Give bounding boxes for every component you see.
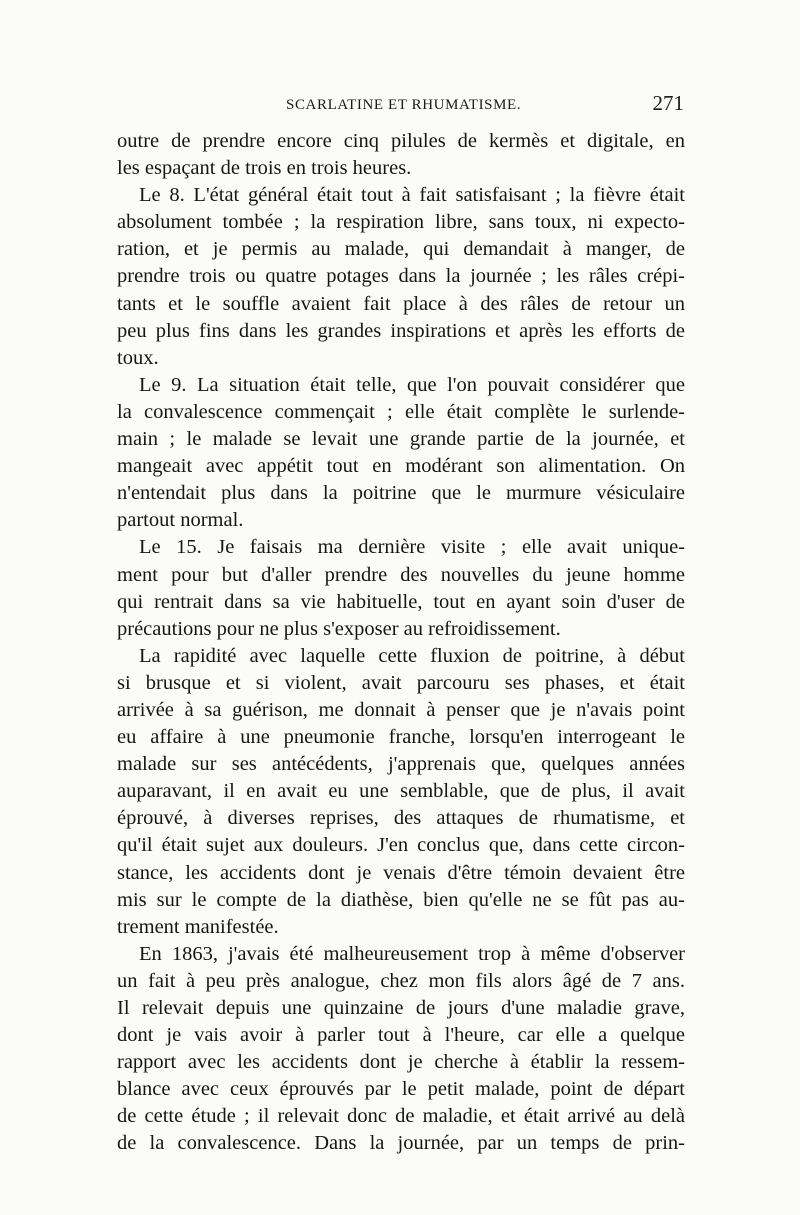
text-line: partout normal. (117, 509, 244, 532)
text-line: stance, les accidents dont je venais d'être témoin devaient être (117, 861, 685, 884)
text-line: Le 8. L'état général était tout à fait satisfaisant ; la fièvre était (139, 184, 685, 207)
text-line: mangeait avec appétit tout en modérant son alimentation. On (117, 455, 685, 478)
text-line: peu plus fins dans les grandes inspirations et après les efforts de (117, 319, 685, 342)
running-title: SCARLATINE ET RHUMATISME. (286, 97, 522, 113)
text-line: de la convalescence. Dans la journée, par un temps de prin- (117, 1132, 685, 1155)
text-line: de cette étude ; il relevait donc de maladie, et était arrivé au delà (117, 1105, 685, 1128)
text-line: ration, et je permis au malade, qui demandait à manger, de (117, 238, 685, 261)
text-line: les espaçant de trois en trois heures. (117, 157, 412, 180)
text-line: un fait à peu près analogue, chez mon fils alors âgé de 7 ans. (117, 969, 685, 992)
paragraph (117, 182, 685, 372)
text-line: si brusque et si violent, avait parcouru ses phases, et était (117, 671, 685, 694)
paragraph (117, 372, 685, 535)
paragraph (117, 534, 685, 642)
text-line: rapport avec les accidents dont je cherche à établir la ressem- (117, 1051, 685, 1074)
text-line: malade sur ses antécédents, j'apprenais que, quelques années (117, 753, 685, 776)
text-line: arrivée à sa guérison, me donnait à penser que je n'avais point (117, 698, 685, 721)
text-line: La rapidité avec laquelle cette fluxion de poitrine, à début (139, 644, 685, 667)
text-line: précautions pour ne plus s'exposer au refroidissement. (117, 617, 561, 640)
text-line: trement manifestée. (117, 915, 279, 938)
text-line: toux. (117, 346, 159, 369)
text-line: auparavant, il en avait eu une semblable, que de plus, il avait (117, 780, 685, 803)
text-line: absolument tombée ; la respiration libre, sans toux, ni expecto- (117, 211, 685, 234)
text-line: Le 9. La situation était telle, que l'on pouvait considérer que (139, 373, 685, 396)
paragraph (117, 941, 685, 1158)
text-line: eu affaire à une pneumonie franche, lorsqu'en interrogeant le (117, 726, 685, 749)
page-header (118, 91, 684, 119)
text-line: qu'il était sujet aux douleurs. J'en conclus que, dans cette circon- (117, 834, 685, 857)
text-line: ment pour but d'aller prendre des nouvelles du jeune homme (117, 563, 685, 586)
text-line: outre de prendre encore cinq pilules de kermès et digitale, en (117, 130, 685, 152)
text-line: tants et le souffle avaient fait place à des râles de retour un (117, 292, 685, 315)
paragraph (117, 643, 685, 941)
text-line: Le 15. Je faisais ma dernière visite ; elle avait unique- (139, 536, 685, 559)
text-line: Il relevait depuis une quinzaine de jours d'une maladie grave, (117, 997, 685, 1019)
paragraph (117, 128, 685, 182)
text-line: n'entendait plus dans la poitrine que le murmure vésiculaire (117, 482, 685, 505)
text-line: prendre trois ou quatre potages dans la journée ; les râles crépi- (117, 265, 685, 288)
text-line: blance avec ceux éprouvés par le petit malade, point de départ (117, 1078, 685, 1101)
text-line: mis sur le compte de la diathèse, bien qu'elle ne se fût pas au- (117, 888, 685, 911)
text-line: dont je vais avoir à parler tout à l'heure, car elle a quelque (117, 1024, 685, 1047)
text-line: éprouvé, à diverses reprises, des attaques de rhumatisme, et (117, 807, 685, 830)
text-line: main ; le malade se levait une grande partie de la journée, et (117, 428, 685, 451)
text-line: En 1863, j'avais été malheureusement trop à même d'observer (139, 942, 685, 965)
body-text (117, 128, 685, 1158)
text-line: la convalescence commençait ; elle était complète le surlende- (117, 400, 685, 423)
page-number: 271 (652, 91, 684, 115)
text-line: qui rentrait dans sa vie habituelle, tout en ayant soin d'user de (117, 590, 685, 613)
